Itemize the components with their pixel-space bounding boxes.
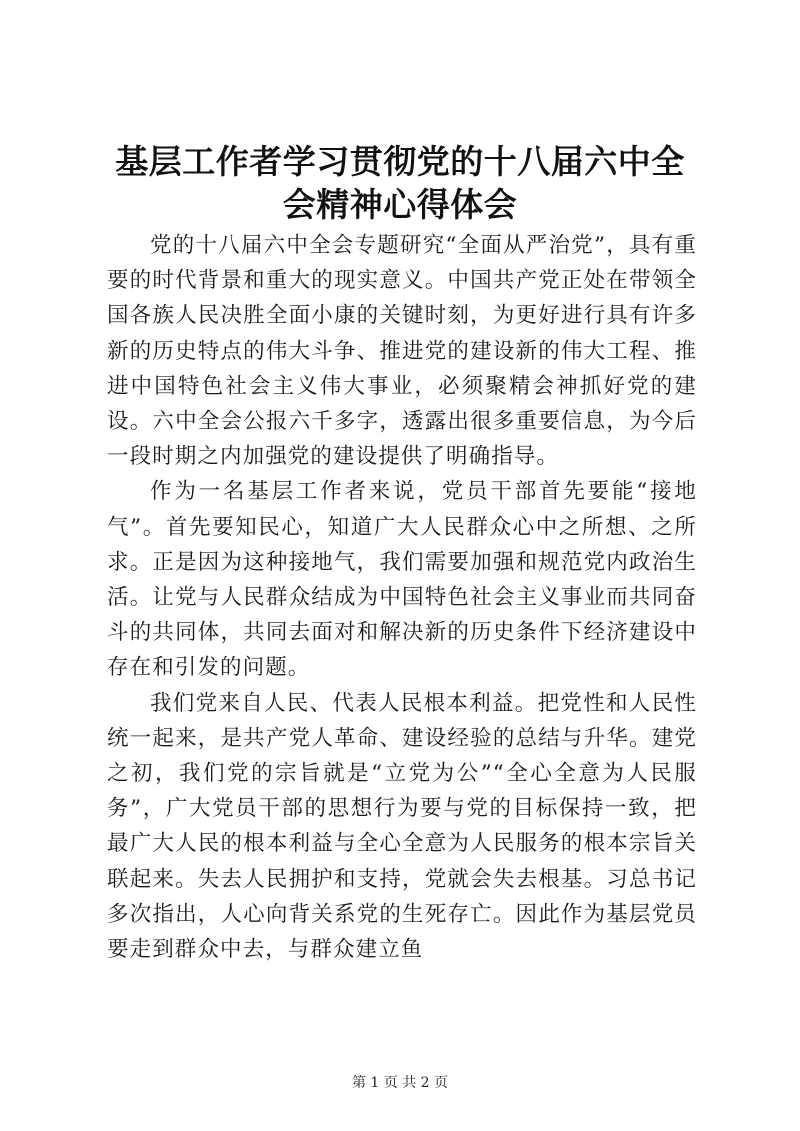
page-number-footer: 第 1 页 共 2 页 <box>351 1075 449 1091</box>
document-body <box>107 228 697 967</box>
body-paragraph: 作为一名基层工作者来说，党员干部首先要能“接地气”。首先要知民心，知道广大人民群众心中之所想、之所求。正是因为这种接地气，我们需要加强和规范党内政治生活。让党与人民群众结成为中国特色社会主义事业而共同奋斗的共同体，共同去面对和解决新的历史条件下经济建设中存在和引发的问题。 <box>107 479 697 681</box>
document-title: 基层工作者学习贯彻党的十八届六中全会精神心得体会 <box>115 142 685 224</box>
body-paragraph: 我们党来自人民、代表人民根本利益。把党性和人民性统一起来，是共产党人革命、建设经验的总结与升华。建党之初，我们党的宗旨就是“立党为公”“全心全意为人民服务”，广大党员干部的思想行为要与党的目标保持一致，把最广大人民的根本利益与全心全意为人民服务的根本宗旨关联起来。失去人民拥护和支持，党就会失去根基。习总书记多次指出，人心向背关系党的生死存亡。因此作为基层党员要走到群众中去，与群众建立鱼 <box>107 690 697 963</box>
body-paragraph: 党的十八届六中全会专题研究“全面从严治党”，具有重要的时代背景和重大的现实意义。中国共产党正处在带领全国各族人民决胜全面小康的关键时刻，为更好进行具有许多新的历史特点的伟大斗争、推进党的建设新的伟大工程、推进中国特色社会主义伟大事业，必须聚精会神抓好党的建设。六中全会公报六千多字，透露出很多重要信息，为今后一段时期之内加强党的建设提供了明确指导。 <box>107 233 697 470</box>
